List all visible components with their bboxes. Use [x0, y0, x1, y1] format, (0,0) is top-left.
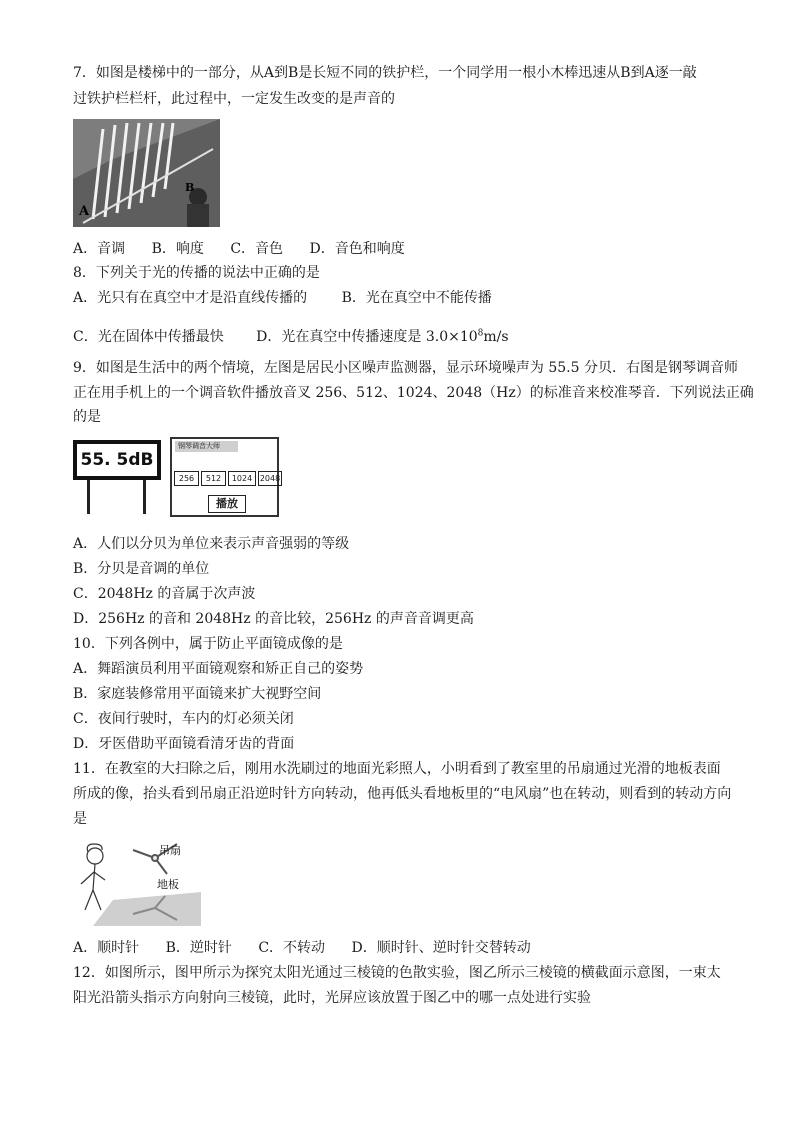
q7-stem-line-2: 过铁护栏栏杆，此过程中，一定发生改变的是声音的 — [73, 91, 395, 107]
q7-option-a[interactable]: A．音调 — [73, 241, 126, 257]
staircase-railing-photo — [73, 119, 220, 227]
sign-pole-left — [87, 480, 90, 514]
q11-option-b[interactable]: B．逆时针 — [165, 940, 232, 956]
q11-options — [73, 939, 553, 957]
q11-stem-line-1: 11．在教室的大扫除之后，刚用水洗刷过的地面光彩照人，小明看到了教室里的吊扇通过光滑的地板表面 — [73, 761, 721, 777]
q11-stem-line-2: 所成的像，抬头看到吊扇正沿逆时针方向转动，他再低头看地板里的“电风扇”也在转动，则看到的转动方向 — [73, 786, 732, 802]
q7-option-c[interactable]: C．音色 — [230, 241, 284, 257]
sign-pole-right — [143, 480, 146, 514]
q9-stem-line-2: 正在用手机上的一个调音软件播放音叉 256、512、1024、2048（Hz）的标准音来校准琴音．下列说法正确 — [73, 385, 754, 401]
q10-option-c[interactable]: C．夜间行驶时，车内的灯必须关闭 — [73, 711, 294, 727]
q10-stem: 10．下列各例中，属于防止平面镜成像的是 — [73, 636, 343, 652]
q8-option-b[interactable]: B．光在真空中不能传播 — [341, 290, 492, 306]
q9-stem-line-1: 9．如图是生活中的两个情境，左图是居民小区噪声监测器，显示环境噪声为 55.5 分贝．右图是钢琴调音师 — [73, 360, 738, 376]
q9-option-c[interactable]: C．2048Hz 的音属于次声波 — [73, 586, 256, 602]
q8-option-d-unit: m/s — [483, 328, 509, 345]
q10-option-d[interactable]: D．牙医借助平面镜看清牙齿的背面 — [73, 736, 295, 752]
q9-option-b[interactable]: B．分贝是音调的单位 — [73, 561, 210, 577]
play-button[interactable]: 播放 — [208, 495, 246, 513]
q11-option-a[interactable]: A．顺时针 — [73, 940, 140, 956]
q9-option-d[interactable]: D．256Hz 的音和 2048Hz 的音比较，256Hz 的声音音调更高 — [73, 611, 474, 627]
fan-figure-drawing — [73, 840, 201, 926]
q7-stem-line-1: 7．如图是楼梯中的一部分，从A到B是长短不同的铁护栏，一个同学用一根小木棒迅速从B到A逐一敲 — [73, 65, 697, 81]
frequency-button-row — [174, 471, 282, 486]
q8-stem: 8．下列关于光的传播的说法中正确的是 — [73, 265, 320, 281]
q9-option-a[interactable]: A．人们以分贝为单位来表示声音强弱的等级 — [73, 536, 350, 552]
noise-reading: 55. 5dB — [80, 450, 154, 470]
noise-monitor-display — [73, 440, 161, 480]
label-a: A — [79, 204, 90, 219]
tuning-app-screen — [170, 437, 279, 517]
freq-button-256[interactable]: 256 — [174, 471, 199, 486]
label-b: B — [185, 181, 195, 194]
q8-option-a[interactable]: A．光只有在真空中才是沿直线传播的 — [73, 290, 308, 306]
q8-options-row1 — [73, 289, 492, 307]
app-title-bar: 钢琴调音大师 — [175, 441, 238, 452]
q9-stem-line-3: 的是 — [73, 409, 101, 425]
noise-monitor-sign — [73, 437, 163, 515]
q12-stem-line-1: 12．如图所示，图甲所示为探究太阳光通过三棱镜的色散实验，图乙所示三棱镜的横截面示意图，一束太 — [73, 965, 721, 981]
q8-option-d-exponent: 8 — [477, 328, 484, 338]
q8-option-d[interactable] — [256, 329, 508, 345]
staircase-railing-drawing — [73, 119, 220, 227]
q8-option-c[interactable]: C．光在固体中传播最快 — [73, 328, 224, 345]
q11-option-c[interactable]: C．不转动 — [258, 940, 326, 956]
fan-label: 吊扇 — [159, 844, 181, 857]
q8-options-row2 — [73, 324, 509, 346]
q8-option-d-text: D．光在真空中传播速度是 3.0×10 — [256, 328, 478, 345]
q7-options — [73, 240, 427, 258]
q7-option-b[interactable]: B．响度 — [151, 241, 204, 257]
q7-option-d[interactable]: D．音色和响度 — [309, 241, 405, 257]
q11-option-d[interactable]: D．顺时针、逆时针交替转动 — [351, 940, 531, 956]
q11-stem-line-3: 是 — [73, 811, 87, 827]
freq-button-2048[interactable]: 2048 — [258, 471, 282, 486]
ceiling-fan-reflection-figure — [73, 840, 201, 926]
freq-button-1024[interactable]: 1024 — [228, 471, 256, 486]
q12-stem-line-2: 阳光沿箭头指示方向射向三棱镜，此时，光屏应该放置于图乙中的哪一点处进行实验 — [73, 990, 591, 1006]
floor-label: 地板 — [157, 878, 179, 891]
q10-option-b[interactable]: B．家庭装修常用平面镜来扩大视野空间 — [73, 686, 322, 702]
q10-option-a[interactable]: A．舞蹈演员利用平面镜观察和矫正自己的姿势 — [73, 661, 364, 677]
freq-button-512[interactable]: 512 — [201, 471, 226, 486]
